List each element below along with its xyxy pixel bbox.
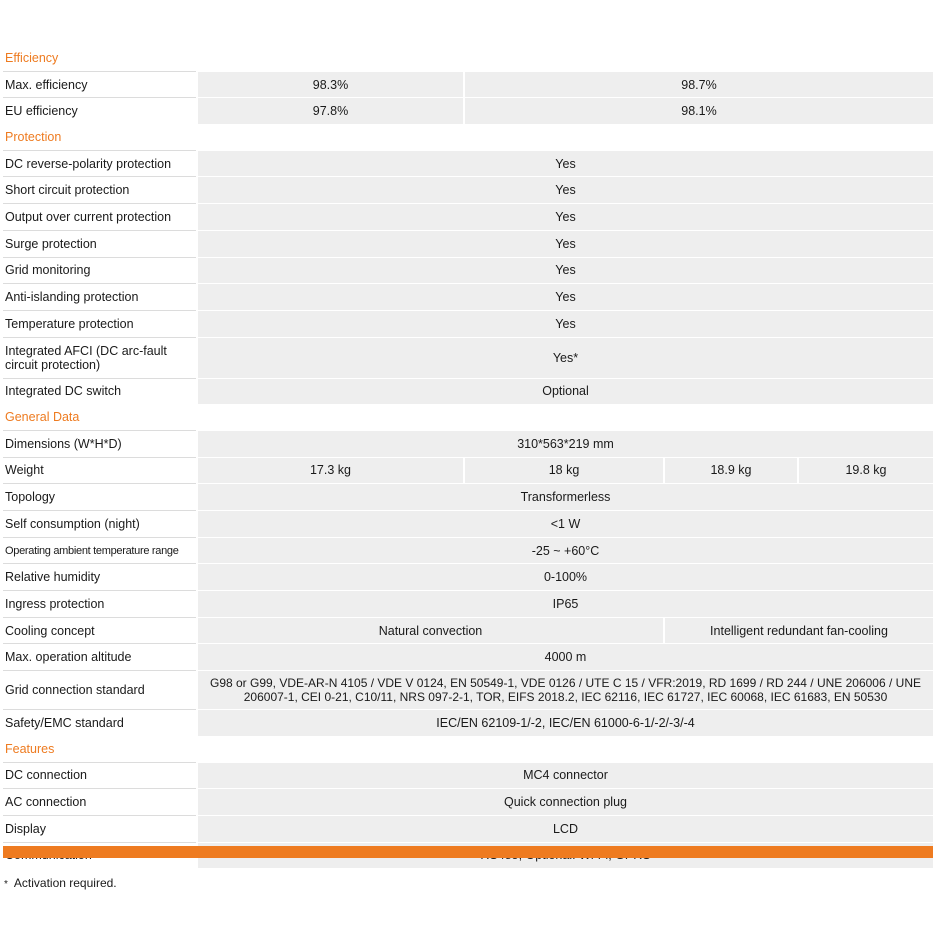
spec-value: <1 W [197, 511, 933, 538]
spec-label: Cooling concept [3, 617, 197, 644]
spec-row-surge [3, 230, 933, 257]
spec-row-max-efficiency [3, 71, 933, 98]
spec-label: Output over current protection [3, 204, 197, 231]
footnote-text: Activation required. [13, 876, 117, 890]
spec-row-safety [3, 710, 933, 736]
spec-value: MC4 connector [197, 762, 933, 789]
spec-value: Intelligent redundant fan-cooling [664, 617, 933, 644]
spec-value: Yes [197, 150, 933, 177]
spec-label: Safety/EMC standard [3, 710, 197, 736]
spec-label: Display [3, 815, 197, 842]
spec-label: Grid monitoring [3, 257, 197, 284]
spec-value: Yes [197, 257, 933, 284]
spec-label: Ingress protection [3, 591, 197, 618]
spec-value: 98.3% [197, 71, 464, 98]
spec-row-display [3, 815, 933, 842]
spec-label: Surge protection [3, 230, 197, 257]
spec-value: Yes [197, 204, 933, 231]
spec-value: 98.1% [464, 98, 933, 124]
spec-row-short-circuit [3, 177, 933, 204]
spec-row-grid-standard [3, 671, 933, 710]
spec-label: EU efficiency [3, 98, 197, 124]
spec-label: Max. efficiency [3, 71, 197, 98]
spec-label: Relative humidity [3, 564, 197, 591]
spec-label: Weight [3, 457, 197, 484]
spec-row-dc-reverse [3, 150, 933, 177]
spec-value: -25 ~ +60°C [197, 537, 933, 564]
section-title: Efficiency [3, 45, 933, 71]
spec-label: Temperature protection [3, 310, 197, 337]
spec-row-afci [3, 337, 933, 378]
spec-value: 17.3 kg [197, 457, 464, 484]
spec-value: G98 or G99, VDE-AR-N 4105 / VDE V 0124, EN 50549-1, VDE 0126 / UTE C 15 / VFR:2019, RD 1699 / RD 244 / UNE 206006 / UNE 206007-1, CEI 0-21, C10/11, NRS 097-2-1, TOR, EIFS 2018.2, IEC 62116, IEC 61727, IEC 60068, IEC 61683, EN 50530 [197, 671, 933, 710]
spec-value: Yes [197, 284, 933, 311]
spec-row-humidity [3, 564, 933, 591]
section-title: General Data [3, 404, 933, 430]
spec-label: Self consumption (night) [3, 511, 197, 538]
spec-value: 0-100% [197, 564, 933, 591]
spec-row-grid-monitoring [3, 257, 933, 284]
spec-row-altitude [3, 644, 933, 671]
spec-label: Integrated DC switch [3, 378, 197, 404]
spec-value: Optional [197, 378, 933, 404]
spec-label: Integrated AFCI (DC arc-fault circuit protection) [3, 337, 197, 378]
spec-label: DC reverse-polarity protection [3, 150, 197, 177]
section-general [3, 404, 933, 430]
spec-value: 18 kg [464, 457, 664, 484]
spec-value: Yes [197, 230, 933, 257]
spec-label: DC connection [3, 762, 197, 789]
spec-row-weight [3, 457, 933, 484]
spec-row-dc-connection [3, 762, 933, 789]
spec-label: Dimensions (W*H*D) [3, 430, 197, 457]
spec-value: LCD [197, 815, 933, 842]
section-features [3, 736, 933, 762]
spec-label: Short circuit protection [3, 177, 197, 204]
spec-value: 310*563*219 mm [197, 430, 933, 457]
spec-label: Operating ambient temperature range [3, 537, 197, 564]
spec-row-temp-range [3, 537, 933, 564]
spec-value: Yes* [197, 337, 933, 378]
table-footer-bar [3, 846, 933, 858]
spec-row-anti-islanding [3, 284, 933, 311]
spec-label: Grid connection standard [3, 671, 197, 710]
spec-value: Transformerless [197, 484, 933, 511]
spec-row-output-over-current [3, 204, 933, 231]
spec-value: IEC/EN 62109-1/-2, IEC/EN 61000-6-1/-2/-3/-4 [197, 710, 933, 736]
section-title: Features [3, 736, 933, 762]
footnote-star: * [4, 879, 8, 890]
spec-value: Yes [197, 177, 933, 204]
section-protection [3, 124, 933, 150]
spec-label: Max. operation altitude [3, 644, 197, 671]
spec-value: Natural convection [197, 617, 664, 644]
section-efficiency [3, 45, 933, 71]
spec-row-dc-switch [3, 378, 933, 404]
spec-label: Topology [3, 484, 197, 511]
spec-row-ac-connection [3, 789, 933, 816]
spec-value: Quick connection plug [197, 789, 933, 816]
spec-value: IP65 [197, 591, 933, 618]
footnote [4, 876, 117, 890]
spec-table [3, 45, 933, 868]
spec-value: 4000 m [197, 644, 933, 671]
spec-row-cooling [3, 617, 933, 644]
spec-row-temperature [3, 310, 933, 337]
spec-row-ingress [3, 591, 933, 618]
spec-label: AC connection [3, 789, 197, 816]
spec-row-eu-efficiency [3, 98, 933, 124]
spec-row-self-consumption [3, 511, 933, 538]
spec-row-topology [3, 484, 933, 511]
spec-value: 97.8% [197, 98, 464, 124]
spec-value: 18.9 kg [664, 457, 798, 484]
spec-value: Yes [197, 310, 933, 337]
section-title: Protection [3, 124, 933, 150]
spec-label: Anti-islanding protection [3, 284, 197, 311]
spec-value: 19.8 kg [798, 457, 933, 484]
spec-row-dimensions [3, 430, 933, 457]
spec-value: 98.7% [464, 71, 933, 98]
